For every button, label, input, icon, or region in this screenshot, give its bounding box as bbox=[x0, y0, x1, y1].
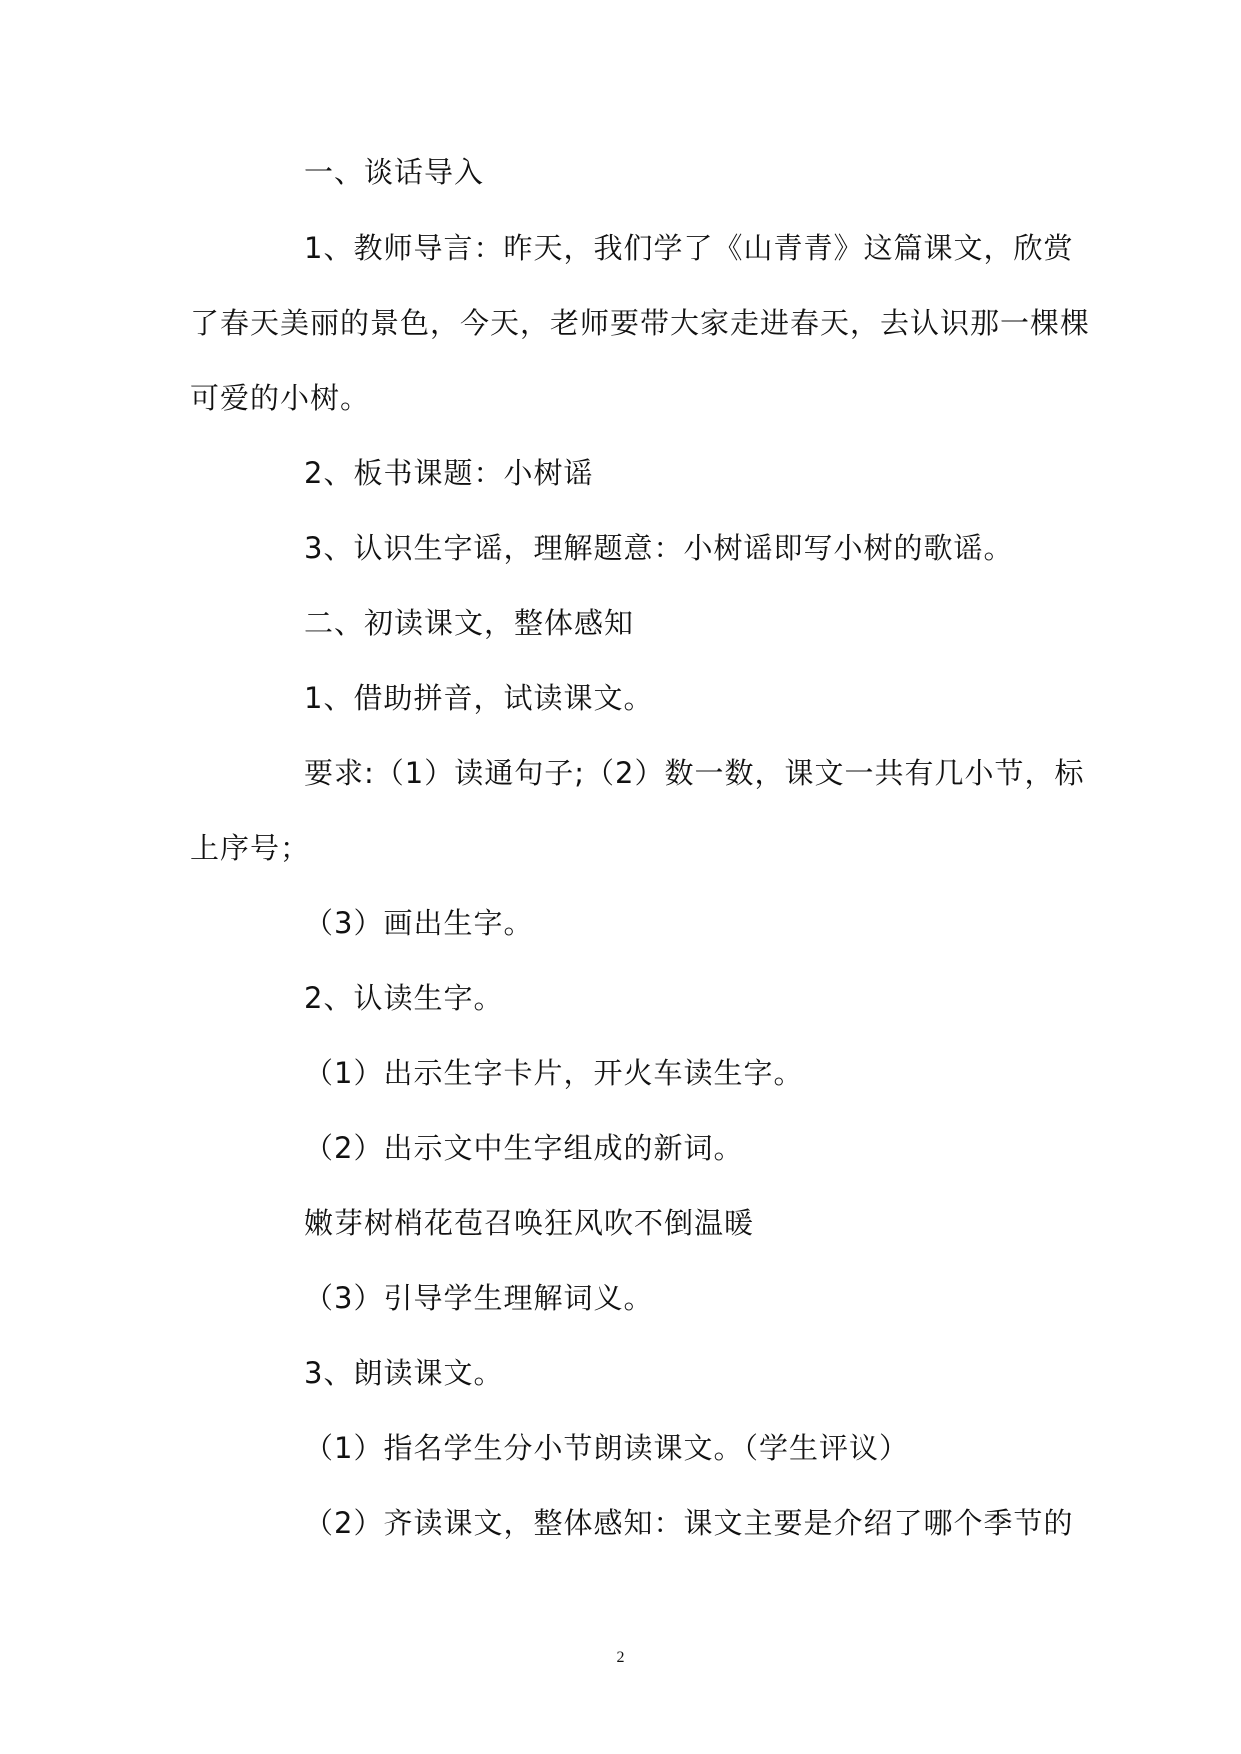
paragraph-line: 了春天美丽的景色，今天，老师要带大家走进春天，去认识那一棵棵 bbox=[190, 306, 1091, 340]
paragraph-line: （2）齐读课文，整体感知：课文主要是介绍了哪个季节的 bbox=[304, 1506, 1074, 1540]
paragraph-line: （1）指名学生分小节朗读课文。（学生评议） bbox=[304, 1431, 909, 1465]
paragraph-line: 要求:（1）读通句子;（2）数一数，课文一共有几小节，标 bbox=[304, 756, 1085, 790]
paragraph-line: 1、借助拼音，试读课文。 bbox=[304, 681, 654, 715]
paragraph-line: 2、板书课题：小树谣 bbox=[304, 456, 594, 490]
paragraph-line: 1、教师导言：昨天，我们学了《山青青》这篇课文，欣赏 bbox=[304, 231, 1074, 265]
paragraph-line: （2）出示文中生字组成的新词。 bbox=[304, 1131, 744, 1165]
paragraph-line: 2、认读生字。 bbox=[304, 981, 504, 1015]
paragraph-line: 上序号； bbox=[190, 831, 311, 865]
section-heading: 一、谈话导入 bbox=[304, 155, 485, 189]
paragraph-line: 3、认识生字谣，理解题意：小树谣即写小树的歌谣。 bbox=[304, 531, 1014, 565]
paragraph-line: 可爱的小树。 bbox=[190, 381, 371, 415]
page-number: 2 bbox=[616, 1649, 625, 1666]
paragraph-line: （3）引导学生理解词义。 bbox=[304, 1281, 654, 1315]
paragraph-line: （1）出示生字卡片，开火车读生字。 bbox=[304, 1056, 804, 1090]
section-heading: 二、初读课文，整体感知 bbox=[304, 606, 635, 640]
paragraph-line: 3、朗读课文。 bbox=[304, 1356, 504, 1390]
paragraph-line: （3）画出生字。 bbox=[304, 906, 534, 940]
vocabulary-line: 嫩芽树梢花苞召唤狂风吹不倒温暖 bbox=[304, 1206, 755, 1240]
